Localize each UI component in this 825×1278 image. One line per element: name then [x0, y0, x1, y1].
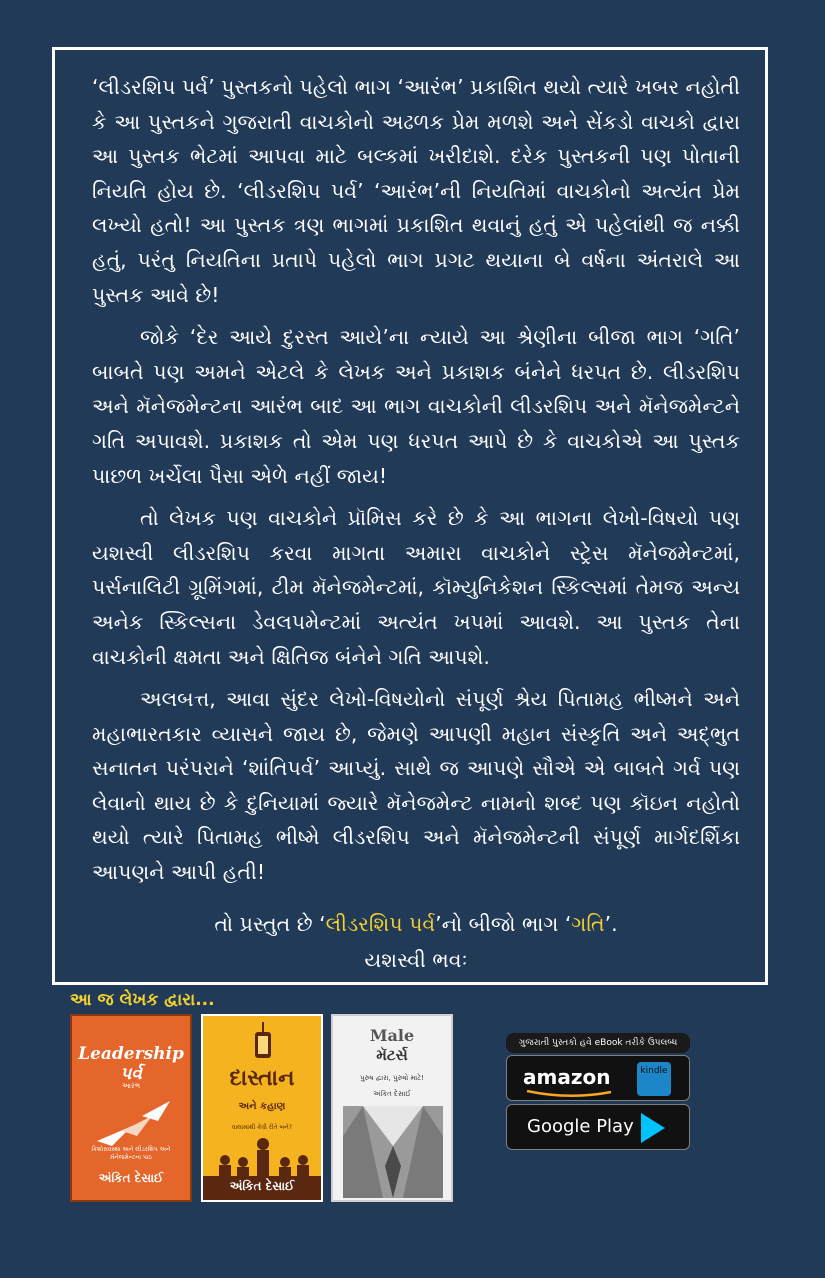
- closing-text-3: ’.: [604, 912, 618, 936]
- book-author: અંકિત દેસાઈ: [229, 1179, 295, 1193]
- book-subtitle: અને કહાણ: [238, 1101, 286, 1112]
- kindle-icon: kindle: [637, 1062, 671, 1096]
- book-description: કિશોરાવસ્થા અને લીડરશિપ અને મૅનેજમેન્ટના પાઠ: [91, 1146, 171, 1161]
- closing-text-2: ’નો બીજો ભાગ ‘: [435, 912, 572, 936]
- paragraph-1: ‘લીડરશિપ પર્વ’ પુસ્તકનો પહેલો ભાગ ‘આરંભ’ પ્રકાશિત થયો ત્યારે ખબર નહોતી કે આ પુસ્તકને ગુજરાતી વાચકોનો અઢળક પ્રેમ મળશે અને સેંકડો વાચકો દ્વારા આ પુસ્તક ભેટમાં આપવા માટે બલ્કમાં ખરીદાશે. દરેક પુસ્તકની પણ પોતાની નિયતિ હોય છે. ‘લીડરશિપ પર્વ’ ‘આરંભ’ની નિયતિમાં વાચકોનો અત્યંત પ્રેમ લખ્યો હતો! આ પુસ્તક ત્રણ ભાગમાં પ્રકાશિત થવાનું હતું એ પહેલાંથી જ નક્કી હતું, પરંતુ નિયતિના પ્રતાપે પહેલો ભાગ પ્રગટ થયાના બે વર્ષના અંતરાલે આ પુસ્તક આવે છે!: [92, 75, 740, 307]
- amazon-kindle-button[interactable]: [506, 1055, 690, 1101]
- by-author-label: આ જ લેખક દ્વારા...: [70, 990, 215, 1010]
- amazon-label: amazon: [523, 1065, 611, 1089]
- lantern-icon: [249, 1022, 277, 1064]
- body-text: [92, 70, 740, 898]
- book-subtitle: પુરુષ દ્વારા, પુરુષો માટે!: [359, 1074, 425, 1082]
- paragraph-2: જોકે ‘દેર આયે દુરસ્ત આયે’ના ન્યાયે આ શ્રેણીના બીજા ભાગ ‘ગતિ’ બાબતે પણ અમને એટલે કે લેખક અને પ્રકાશક બંનેને ધરપત છે. લીડરશિપ અને મૅનેજમેન્ટના આરંભ બાદ આ ભાગ વાચકોની લીડરશિપ અને મૅનેજમેન્ટને ગતિ અપાવશે. પ્રકાશક તો એમ પણ ધરપત આપે છે કે વાચકોએ આ પુસ્તક પાછળ ખર્ચેલા પૈસા એળે નહીં જાય!: [92, 325, 740, 488]
- book-cover-male-matters[interactable]: [331, 1014, 453, 1202]
- google-play-label: Google Play: [527, 1116, 634, 1137]
- google-play-icon: [641, 1113, 665, 1143]
- book-author: અંકિત દેસાઈ: [373, 1090, 411, 1098]
- google-play-button[interactable]: [506, 1104, 690, 1150]
- blessing-line: યશસ્વી ભવઃ: [364, 948, 468, 972]
- book-cover-dastaan[interactable]: [201, 1014, 323, 1202]
- closing-highlight-series: લીડરશિપ પર્વ: [325, 912, 436, 936]
- closing-line: [92, 912, 740, 937]
- book-subtitle: આરંભ: [121, 1082, 141, 1090]
- storyteller-silhouette: [209, 1136, 317, 1178]
- book-author: અંકિત દેસાઈ: [98, 1171, 164, 1185]
- shirt-collar-illustration: [343, 1106, 443, 1198]
- book-title: Leadership પર્વ: [78, 1044, 184, 1084]
- paragraph-3: તો લેખક પણ વાચકોને પ્રૉમિસ કરે છે કે આ ભાગના લેખો-વિષયો પણ યશસ્વી લીડરશિપ કરવા માગતા અમારા વાચકોને સ્ટ્રેસ મૅનેજમેન્ટમાં, પર્સનાલિટી ગ્રૂમિંગમાં, ટીમ મૅનેજમેન્ટમાં, કૉમ્યુનિકેશન સ્કિલ્સમાં તેમજ અન્ય અનેક સ્કિલ્સના ડેવલપમેન્ટમાં અત્યંત ખપમાં આવશે. આ પુસ્તક તેના વાચકોની ક્ષમતા અને ક્ષિતિજ બંનેને ગતિ આપશે.: [92, 506, 740, 669]
- closing-highlight-part: ગતિ: [571, 912, 605, 936]
- book-title: દાસ્તાન: [229, 1066, 295, 1091]
- amazon-smile-icon: [525, 1090, 615, 1098]
- book-description: વાલામાંથી કેવી રીતે બને?: [232, 1124, 292, 1131]
- paper-planes-icon: [92, 1096, 172, 1146]
- book-cover-leadership-parv[interactable]: [70, 1014, 192, 1202]
- book-title-gujarati: મૅટર્સ: [376, 1046, 408, 1064]
- ebook-availability-badge: ગુજરાતી પુસ્તકો હવે eBook તરીકે ઉપલબ્ધ: [506, 1033, 690, 1053]
- paragraph-4: અલબત્ત, આવા સુંદર લેખો-વિષયોનો સંપૂર્ણ શ્રેય પિતામહ ભીષ્મને અને મહાભારતકાર વ્યાસને જાય છે, જેમણે આપણી મહાન સંસ્કૃતિ અને અદ્ભુત સનાતન પરંપરાને ‘શાંતિપર્વ’ આપ્યું. સાથે જ આપણે સૌએ એ બાબતે ગર્વ પણ લેવાનો થાય છે કે દુનિયામાં જ્યારે મૅનેજમેન્ટ નામનો શબ્દ પણ કૉઇન નહોતો થયો ત્યારે પિતામહ ભીષ્મે લીડરશિપ અને મૅનેજમેન્ટની સંપૂર્ણ માર્ગદર્શિકા આપણને આપી હતી!: [92, 687, 740, 885]
- closing-text-1: તો પ્રસ્તુત છે ‘: [214, 912, 326, 936]
- book-title: Male: [369, 1026, 415, 1045]
